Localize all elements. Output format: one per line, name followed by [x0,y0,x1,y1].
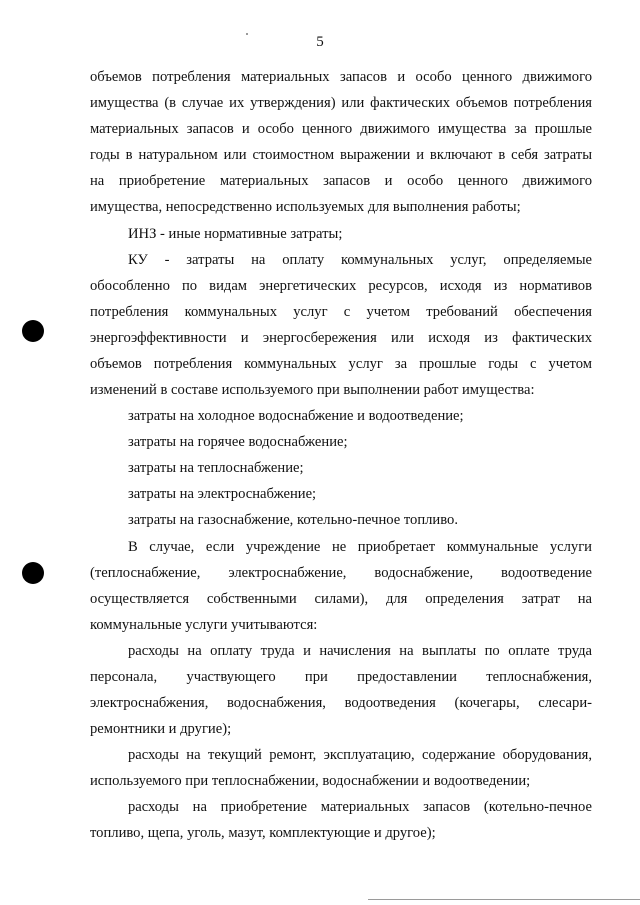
scan-speck [246,33,248,35]
text-line: объемов потребления коммунальных услуг за прошлые годы с учетом [90,356,592,372]
text-line: энергоэффективности и энергосбережения или исходя из фактических [90,330,592,346]
text-line: материальных запасов и особо ценного движимого имущества за прошлые [90,121,592,137]
text-line: обособленно по видам энергетических ресурсов, исходя из нормативов [90,278,592,294]
text-line: расходы на оплату труда и начисления на выплаты по оплате труда [128,643,592,659]
text-line: потребления коммунальных услуг с учетом требований обеспечения [90,304,592,320]
text-line: имущества (в случае их утверждения) или фактических объемов потребления [90,95,592,111]
punch-hole-bottom [22,562,44,584]
text-line: расходы на текущий ремонт, эксплуатацию, содержание оборудования, [128,747,592,763]
text-line: затраты на газоснабжение, котельно-печное топливо. [128,512,458,528]
page-number: 5 [316,34,324,50]
text-line: затраты на теплоснабжение; [128,460,304,476]
text-line: коммунальные услуги учитываются: [90,617,318,633]
text-line: персонала, участвующего при предоставлении теплоснабжения, [90,669,592,685]
text-line: КУ - затраты на оплату коммунальных услуг, определяемые [128,252,592,268]
text-line: В случае, если учреждение не приобретает коммунальные услуги [128,539,592,555]
text-line: ИНЗ - иные нормативные затраты; [128,226,343,242]
text-line: изменений в составе используемого при выполнении работ имущества: [90,382,535,398]
text-line: затраты на электроснабжение; [128,486,317,502]
text-line: затраты на холодное водоснабжение и водоотведение; [128,408,464,424]
text-line: объемов потребления материальных запасов и особо ценного движимого [90,69,592,85]
text-line: расходы на приобретение материальных запасов (котельно-печное [128,799,592,815]
punch-hole-top [22,320,44,342]
scan-edge-line [368,899,640,900]
text-line: осуществляется собственными силами), для определения затрат на [90,591,592,607]
text-line: на приобретение материальных запасов и особо ценного движимого [90,173,592,189]
text-line: используемого при теплоснабжении, водоснабжении и водоотведении; [90,773,531,789]
text-line: годы в натуральном или стоимостном выражении и включают в себя затраты [90,147,592,163]
text-line: электроснабжения, водоснабжения, водоотведения (кочегары, слесари- [90,695,592,711]
text-line: затраты на горячее водоснабжение; [128,434,348,450]
text-line: топливо, щепа, уголь, мазут, комплектующие и другое); [90,825,436,841]
text-line: (теплоснабжение, электроснабжение, водоснабжение, водоотведение [90,565,592,581]
text-line: имущества, непосредственно используемых для выполнения работы; [90,199,521,215]
text-line: ремонтники и другие); [90,721,232,737]
